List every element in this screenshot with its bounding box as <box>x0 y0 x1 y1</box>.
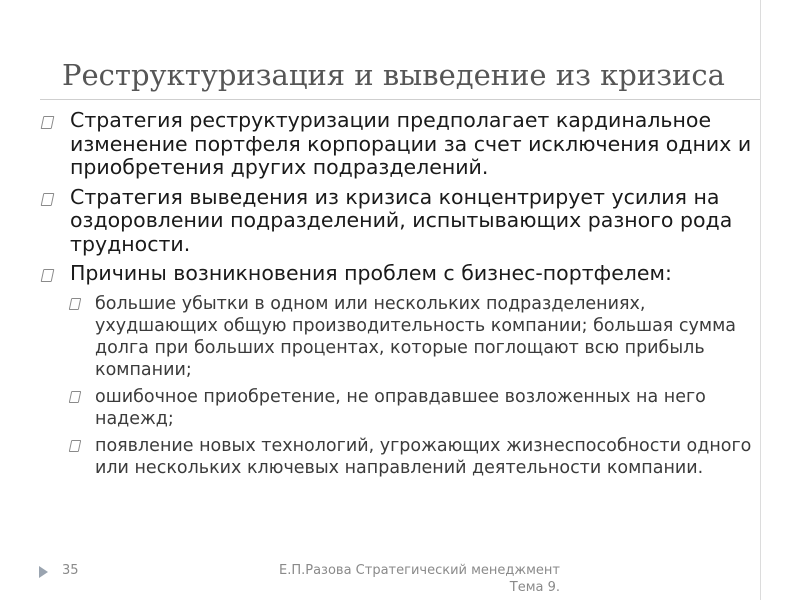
bullet-icon <box>42 109 70 134</box>
bullet-text: Причины возникновения проблем с бизнес-портфелем: <box>70 261 672 285</box>
sub-bullet-item <box>70 435 752 479</box>
bullet-item <box>42 109 752 180</box>
page-number: 35 <box>62 563 79 578</box>
bullet-icon <box>42 186 70 211</box>
footer-author <box>278 562 560 596</box>
sub-bullet-item <box>70 386 752 430</box>
sub-bullet-item <box>70 293 752 381</box>
slide-content <box>42 109 752 484</box>
bullet-item <box>42 186 752 257</box>
sub-bullet-text: ошибочное приобретение, не оправдавшее возложенных на него надежд; <box>95 387 706 429</box>
bullet-icon <box>42 262 70 287</box>
sub-bullet-icon <box>70 435 95 458</box>
sub-bullet-text: большие убытки в одном или нескольких подразделениях, ухудшающих общую производительность компании; большая сумма долга при больших процентах, которые поглощают всю прибыль компании; <box>95 294 736 380</box>
footer-topic-line: Тема 9. <box>509 580 560 595</box>
slide-border-line <box>760 0 761 600</box>
bullet-text: Стратегия реструктуризации предполагает кардинальное изменение портфеля корпорации за счет исключения одних и приобретения других подразделений. <box>70 108 752 179</box>
sub-bullet-icon <box>70 293 95 316</box>
sub-bullet-icon <box>70 386 95 409</box>
footer-arrow-icon <box>39 566 48 578</box>
slide-title: Реструктуризация и выведение из кризиса <box>62 58 725 92</box>
title-divider <box>40 99 760 100</box>
sub-bullet-text: появление новых технологий, угрожающих жизнеспособности одного или нескольких ключевых направлений деятельности компании. <box>95 436 752 478</box>
bullet-text: Стратегия выведения из кризиса концентрирует усилия на оздоровлении подразделений, испытывающих разного рода трудности. <box>70 184 733 256</box>
bullet-item <box>42 262 752 287</box>
footer-author-line: Е.П.Разова Стратегический менеджмент <box>279 563 560 578</box>
